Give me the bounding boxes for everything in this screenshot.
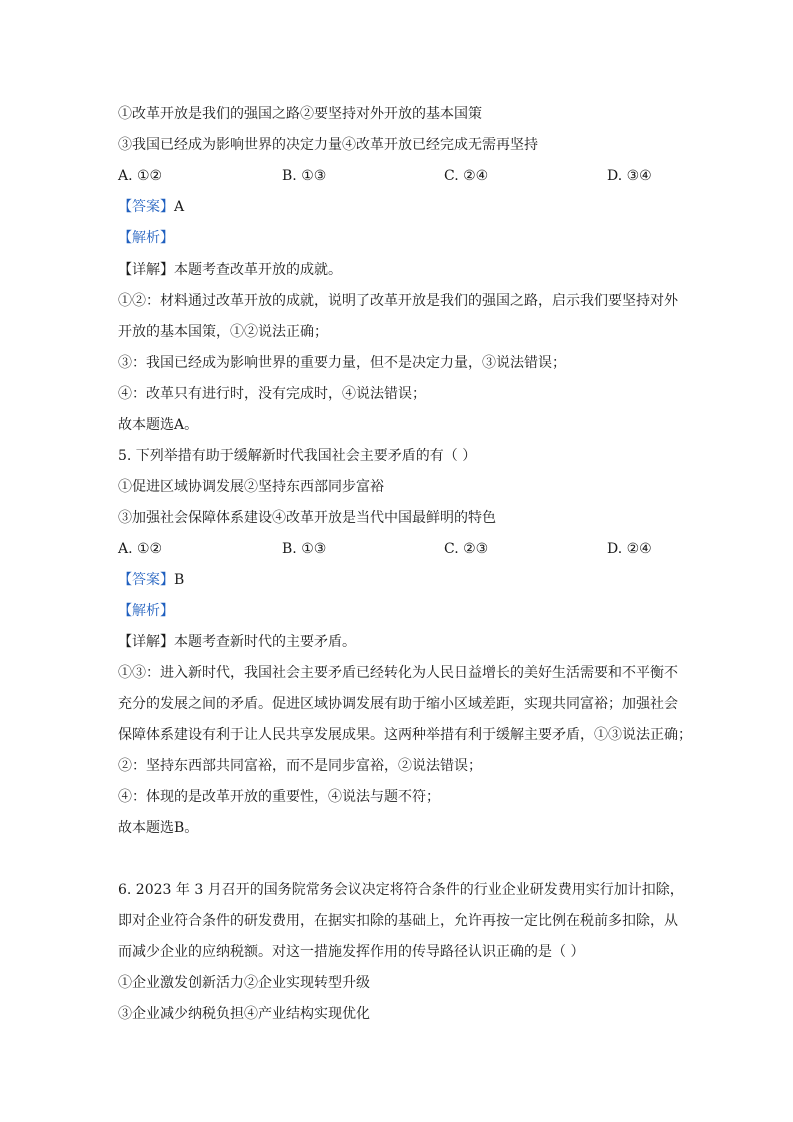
detail-text: 本题考查新时代的主要矛盾。 [174, 634, 356, 650]
q5-question: 5. 下列举措有助于缓解新时代我国社会主要矛盾的有（ ） [118, 448, 477, 464]
q6-question-line-3: 而减少企业的应纳税额。对这一措施发挥作用的传导路径认识正确的是（ ） [118, 944, 585, 960]
q4-detail [118, 260, 342, 280]
q5-option-d: D. ②④ [607, 541, 652, 557]
q5-statement-2: ③加强社会保障体系建设④改革开放是当代中国最鲜明的特色 [118, 510, 496, 526]
answer-tag: 【答案】 [118, 572, 174, 588]
q4-analysis-tag: 【解析】 [118, 230, 174, 246]
q5-explanation-2: ②：坚持东西部共同富裕，而不是同步富裕，②说法错误； [118, 758, 482, 774]
q5-analysis-tag: 【解析】 [118, 603, 174, 619]
q4-statement-1: ①改革开放是我们的强国之路②要坚持对外开放的基本国策 [118, 106, 482, 122]
q5-answer [118, 570, 184, 590]
answer-value: A [174, 199, 185, 215]
q4-option-d: D. ③④ [607, 168, 652, 184]
q4-option-c: C. ②④ [444, 168, 489, 184]
q5-statement-1: ①促进区域协调发展②坚持东西部同步富裕 [118, 479, 384, 495]
q5-conclusion: 故本题选B。 [118, 820, 199, 836]
answer-tag: 【答案】 [118, 199, 174, 215]
q5-explanation-1a: ①③：进入新时代，我国社会主要矛盾已经转化为人民日益增长的美好生活需要和不平衡不 [118, 665, 678, 681]
q5-option-b: B. ①③ [282, 541, 327, 557]
q6-statement-1: ①企业激发创新活力②企业实现转型升级 [118, 975, 370, 991]
q4-explanation-3: ④：改革只有进行时，没有完成时，④说法错误； [118, 386, 426, 402]
q4-explanation-1b: 开放的基本国策，①②说法正确； [118, 324, 328, 340]
q4-option-b: B. ①③ [282, 168, 327, 184]
q5-explanation-3: ④：体现的是改革开放的重要性，④说法与题不符； [118, 789, 440, 805]
q6-question-line-1: 6. 2023 年 3 月召开的国务院常务会议决定将符合条件的行业企业研发费用实行加计扣除， [118, 882, 684, 898]
q6-question-line-2: 即对企业符合条件的研发费用，在据实扣除的基础上，允许再按一定比例在税前多扣除，从 [118, 913, 678, 929]
q4-explanation-1a: ①②：材料通过改革开放的成就，说明了改革开放是我们的强国之路，启示我们要坚持对外 [118, 293, 678, 309]
q4-conclusion: 故本题选A。 [118, 417, 199, 433]
q4-statement-2: ③我国已经成为影响世界的决定力量④改革开放已经完成无需再坚持 [118, 137, 538, 153]
q6-statement-2: ③企业减少纳税负担④产业结构实现优化 [118, 1006, 370, 1022]
answer-value: B [174, 572, 185, 588]
q5-explanation-1c: 保障体系建设有利于让人民共享发展成果。这两种举措有利于缓解主要矛盾，①③说法正确； [118, 727, 692, 743]
detail-tag: 【详解】 [118, 262, 174, 278]
q5-option-a: A. ①② [118, 541, 163, 557]
q4-answer [118, 197, 184, 217]
q5-option-c: C. ②③ [444, 541, 489, 557]
detail-text: 本题考查改革开放的成就。 [174, 262, 342, 278]
q4-option-a: A. ①② [118, 168, 163, 184]
q5-explanation-1b: 充分的发展之间的矛盾。促进区域协调发展有助于缩小区域差距，实现共同富裕；加强社会 [118, 696, 678, 712]
detail-tag: 【详解】 [118, 634, 174, 650]
q4-explanation-2: ③：我国已经成为影响世界的重要力量，但不是决定力量，③说法错误； [118, 355, 566, 371]
q5-detail [118, 632, 356, 652]
